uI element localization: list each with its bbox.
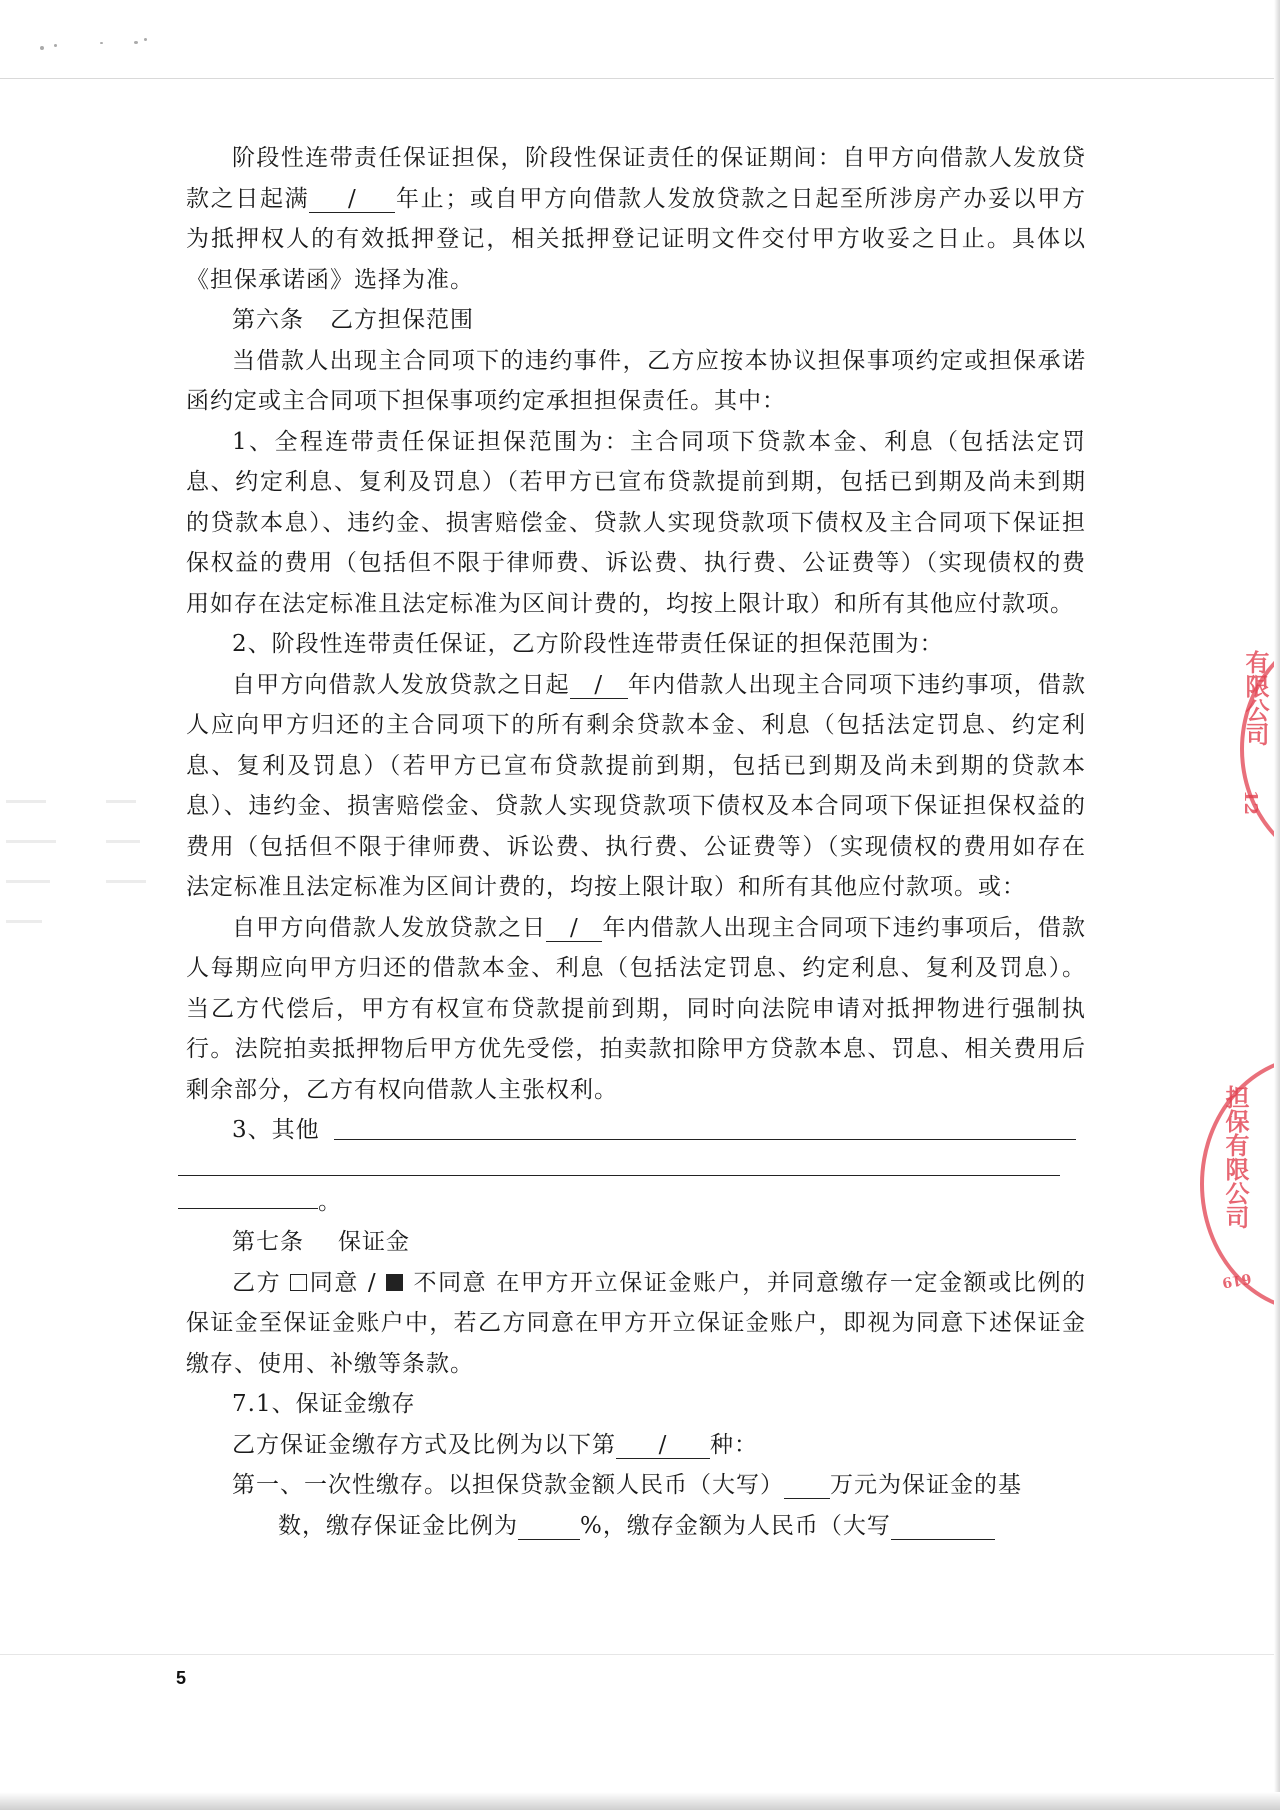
- paragraph-deposit-method: 乙方保证金缴存方式及比例为以下第 / 种：: [232, 1431, 758, 1458]
- blank-method: /: [616, 1432, 710, 1459]
- paragraph-scope-intro: 当借款人出现主合同项下的违约事件，乙方应按本协议担保事项约定或担保承诺函约定或主合同项下担保事项约定承担担保责任。其中：: [186, 347, 1086, 414]
- blank-other-line-3: 。: [178, 1182, 1086, 1223]
- seal-upper-number: 12: [1240, 790, 1261, 816]
- blank-ratio: [518, 1513, 580, 1540]
- paragraph-deposit-consent: 乙方 同意 / 不同意 在甲方开立保证金账户，并同意缴存一定金额或比例的保证金至保证金账户中，若乙方同意在甲方开立保证金账户，即视为同意下述保证金缴存、使用、补缴等条款。: [186, 1269, 1087, 1377]
- page-top-edge: [0, 78, 1280, 79]
- paragraph-other: 3、其他: [186, 1110, 1086, 1151]
- article-7-heading: 第七条 保证金: [232, 1229, 410, 1255]
- paragraph-stage-option-2: 自甲方向借款人发放贷款之日 / 年内借款人出现主合同项下违约事项后，借款人每期应向甲方归还的借款本金、利息（包括法定罚息、约定利息、复利及罚息）。当乙方代偿后，甲方有权宣布贷款提前到期，同时向法院申请对抵押物进行强制执行。法院拍卖抵押物后甲方优先受偿，拍卖款扣除甲方贷款本息、罚息、相关费用后剩余部分，乙方有权向借款人主张权利。: [186, 914, 1087, 1103]
- scan-bleed: [6, 800, 156, 970]
- agree-checkbox: [290, 1274, 307, 1291]
- paragraph-scope-stage: 2、阶段性连带责任保证，乙方阶段性连带责任保证的担保范围为：: [232, 631, 944, 657]
- seal-upper-text: 有限公司: [1241, 650, 1270, 746]
- blank-years: /: [309, 186, 395, 213]
- blank-years: /: [546, 915, 602, 942]
- seal-lower-number: 619: [1220, 1269, 1253, 1291]
- paragraph-deposit-lump-sum: 第一、一次性缴存。以担保贷款金额人民币（大写） 万元为保证金的基: [232, 1472, 1022, 1498]
- disagree-checkbox: [386, 1274, 403, 1291]
- document-body: [186, 138, 1086, 1546]
- blank-amount: [784, 1472, 830, 1499]
- page-number: 5: [176, 1668, 187, 1688]
- blank-other: [334, 1113, 1076, 1140]
- blank-other-line-2: [178, 1165, 1060, 1176]
- section-7-1-heading: 7.1、保证金缴存: [232, 1391, 416, 1417]
- paragraph-scope-full: 1、全程连带责任保证担保范围为：主合同项下贷款本金、利息（包括法定罚息、约定利息、复利及罚息）（若甲方已宣布贷款提前到期，包括已到期及尚未到期的贷款本息）、违约金、损害赔偿金、贷款人实现贷款项下债权及主合同项下保证担保权益的费用（包括但不限于律师费、诉讼费、执行费、公证费等）（实现债权的费用如存在法定标准且法定标准为区间计费的，均按上限计取）和所有其他应付款项。: [186, 428, 1086, 617]
- scan-specks: [40, 38, 160, 58]
- page-bottom-shadow: [0, 1792, 1280, 1810]
- paragraph-guarantee-period: 阶段性连带责任保证担保，阶段性保证责任的保证期间：自甲方向借款人发放贷款之日起满 / 年止；或自甲方向借款人发放贷款之日起至所涉房产办妥以甲方为抵押权人的有效抵押登记，相关抵押登记证明文件交付甲方收妥之日止。具体以《担保承诺函》选择为准。: [186, 145, 1087, 293]
- page-edge-shadow: [1274, 0, 1280, 1810]
- article-6-heading: 第六条 乙方担保范围: [232, 307, 474, 333]
- paragraph-stage-option-1: 自甲方向借款人发放贷款之日起 / 年内借款人出现主合同项下违约事项，借款人应向甲方归还的主合同项下的所有剩余贷款本金、利息（包括法定罚息、约定利息、复利及罚息）（若甲方已宣布贷款提前到期，包括已到期及尚未到期的贷款本息）、违约金、损害赔偿金、贷款人实现贷款项下债权及本合同项下保证担保权益的费用（包括但不限于律师费、诉讼费、执行费、公证费等）（实现债权的费用如存在法定标准且法定标准为区间计费的，均按上限计取）和所有其他应付款项。或：: [186, 671, 1087, 900]
- paragraph-deposit-ratio: 数，缴存保证金比例为 %，缴存金额为人民币（大写: [186, 1506, 1086, 1547]
- seal-lower-text: 担保有限公司: [1221, 1085, 1250, 1229]
- blank-deposit-amount: [891, 1513, 995, 1540]
- blank-years: /: [570, 672, 628, 699]
- page-bottom-rule: [0, 1654, 1280, 1655]
